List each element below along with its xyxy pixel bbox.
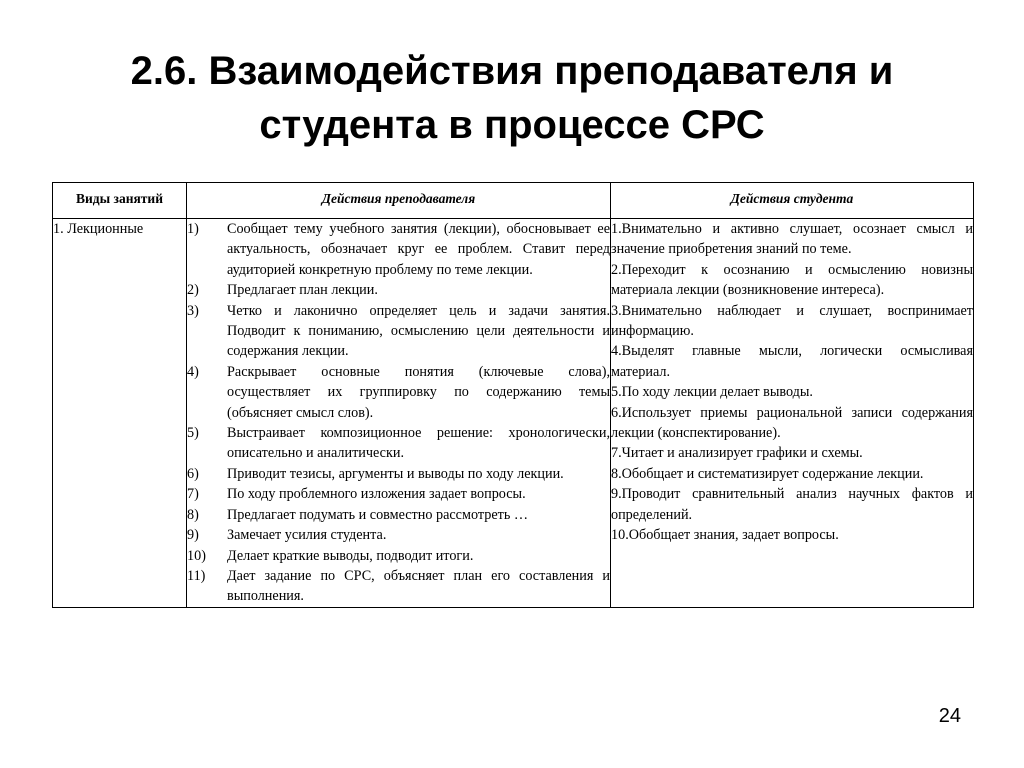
teacher-actions-cell (187, 219, 611, 608)
lesson-type-cell: 1. Лекционные (53, 219, 187, 608)
teacher-action-text: По ходу проблемного изложения задает вопросы. (227, 486, 526, 503)
teacher-action-item (187, 566, 610, 607)
header-teacher-actions: Действия преподавателя (187, 183, 611, 219)
teacher-action-number: 3) (187, 302, 199, 319)
teacher-action-number: 4) (187, 363, 199, 380)
student-action-item: 9.Проводит сравнительный анализ научных фактов и определений. (611, 486, 973, 523)
table-row (53, 219, 974, 608)
teacher-action-item (187, 362, 610, 423)
slide-title-line-1: 2.6. Взаимодействия преподавателя и (130, 49, 894, 93)
teacher-action-number: 8) (187, 506, 199, 523)
table-header-row (53, 183, 974, 219)
slide-title (0, 44, 1024, 152)
teacher-action-item (187, 280, 610, 300)
teacher-action-text: Предлагает план лекции. (227, 282, 378, 299)
teacher-action-number: 11) (187, 567, 206, 584)
header-student-actions: Действия студента (611, 183, 974, 219)
page-number: 24 (938, 705, 961, 727)
teacher-action-number: 1) (187, 221, 199, 237)
teacher-action-text: Сообщает тему учебного занятия (лекции), обосновывает ее актуальность, обозначает круг ее проблем. Ставит перед аудиторией конкретную проблему по теме лекции. (227, 221, 610, 278)
teacher-action-number: 9) (187, 527, 199, 544)
student-action-item: 2.Переходит к осознанию и осмыслению новизны материала лекции (возникновение интереса). (611, 261, 973, 299)
teacher-action-item (187, 546, 610, 566)
teacher-action-text: Предлагает подумать и совместно рассмотреть … (227, 506, 529, 523)
student-action-item: 8.Обобщает и систематизирует содержание лекции. (611, 465, 924, 482)
student-action-item: 7.Читает и анализирует графики и схемы. (611, 445, 863, 462)
student-action-item: 4.Выделят главные мысли, логически осмысливая материал. (611, 343, 973, 380)
student-action-item: 6.Использует приемы рациональной записи содержания лекции (конспектирование). (611, 404, 973, 442)
teacher-action-text: Делает краткие выводы, подводит итоги. (227, 547, 474, 564)
teacher-action-number: 10) (187, 547, 206, 564)
student-action-item: 5.По ходу лекции делает выводы. (611, 384, 813, 401)
student-action-item: 10.Обобщает знания, задает вопросы. (611, 527, 839, 544)
teacher-action-item (187, 464, 610, 484)
teacher-action-item (187, 301, 610, 362)
header-lesson-types: Виды занятий (53, 183, 187, 219)
teacher-action-number: 6) (187, 465, 199, 482)
teacher-action-item (187, 505, 610, 525)
teacher-action-item (187, 484, 610, 504)
teacher-action-number: 7) (187, 486, 199, 503)
teacher-action-number: 5) (187, 425, 199, 442)
teacher-action-item (187, 219, 610, 280)
student-action-item: 1.Внимательно и активно слушает, осознает смысл и значение приобретения знаний по теме. (611, 221, 973, 258)
slide-title-line-2: студента в процессе СРС (259, 103, 765, 147)
teacher-action-text: Четко и лаконично определяет цель и задачи занятия. Подводит к пониманию, осмыслению цели деятельности и содержания лекции. (227, 302, 610, 360)
teacher-action-text: Дает задание по СРС, объясняет план его составления и выполнения. (227, 567, 610, 605)
teacher-action-number: 2) (187, 282, 199, 299)
teacher-action-item (187, 423, 610, 464)
teacher-action-text: Раскрывает основные понятия (ключевые слова), осуществляет их группировку по содержанию темы (объясняет смысл слов). (227, 363, 610, 421)
teacher-action-text: Замечает усилия студента. (227, 527, 387, 544)
interaction-table (52, 182, 974, 608)
student-action-item: 3.Внимательно наблюдает и слушает, воспринимает информацию. (611, 302, 973, 340)
student-actions-cell (611, 219, 974, 608)
teacher-actions-list (187, 219, 610, 607)
teacher-action-item (187, 525, 610, 545)
teacher-action-text: Приводит тезисы, аргументы и выводы по ходу лекции. (227, 465, 564, 482)
student-actions-list (611, 219, 973, 546)
teacher-action-text: Выстраивает композиционное решение: хронологически, описательно и аналитически. (227, 425, 610, 462)
